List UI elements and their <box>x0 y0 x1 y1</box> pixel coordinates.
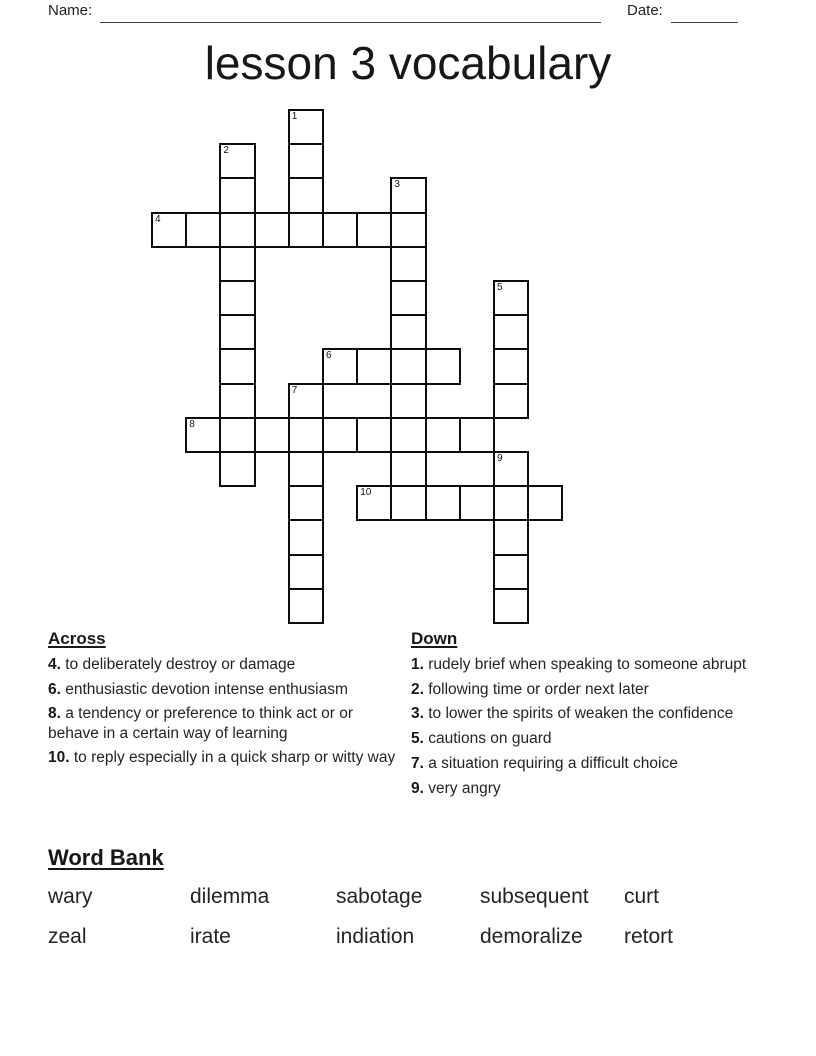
grid-cell <box>493 485 529 521</box>
grid-cell <box>219 246 255 282</box>
grid-cell <box>425 417 461 453</box>
word-bank-item: retort <box>624 925 674 948</box>
word-bank-row <box>48 885 788 909</box>
word-bank-item: demoralize <box>480 925 583 948</box>
clue-number: 8. <box>48 705 61 723</box>
across-heading: Across <box>48 629 106 648</box>
grid-cell <box>390 348 426 384</box>
grid-cell <box>288 554 324 590</box>
grid-cell <box>288 588 324 624</box>
word-bank-rows <box>48 885 788 949</box>
grid-cell <box>254 212 290 248</box>
clue-number: 6. <box>48 680 61 698</box>
clue-item-across-4 <box>48 655 402 674</box>
clue-text: very angry <box>423 779 501 797</box>
clue-item-down-9 <box>411 779 765 798</box>
grid-cell <box>219 314 255 350</box>
clue-text: to lower the spirits of weaken the confidence <box>423 705 734 723</box>
word-bank-item: wary <box>48 885 93 908</box>
clue-item-down-1 <box>411 655 765 674</box>
across-clues-section <box>48 629 402 773</box>
clue-text: enthusiastic devotion intense enthusiasm <box>60 680 348 698</box>
grid-cell <box>322 212 358 248</box>
grid-cell <box>390 314 426 350</box>
clue-number: 10. <box>48 749 70 767</box>
word-bank-item: curt <box>624 885 660 908</box>
date-label: Date: <box>627 2 663 19</box>
grid-cell <box>288 451 324 487</box>
clue-item-down-3 <box>411 704 765 723</box>
word-bank-item: subsequent <box>480 885 589 908</box>
grid-cell <box>493 588 529 624</box>
cell-number: 3 <box>394 179 400 191</box>
clue-text: to reply especially in a quick sharp or witty way <box>69 749 396 767</box>
grid-cell <box>185 212 221 248</box>
word-bank-item: sabotage <box>336 885 423 908</box>
grid-cell <box>288 417 324 453</box>
grid-cell <box>219 451 255 487</box>
clue-text: cautions on guard <box>423 730 552 748</box>
grid-cell <box>219 280 255 316</box>
clue-number: 9. <box>411 779 424 797</box>
grid-cell <box>322 417 358 453</box>
grid-cell <box>493 383 529 419</box>
cell-number: 7 <box>291 384 298 396</box>
cell-number: 4 <box>155 213 161 225</box>
grid-cell <box>390 451 426 487</box>
clue-item-across-10 <box>48 748 402 767</box>
grid-cell <box>493 519 529 555</box>
grid-cell <box>356 417 392 453</box>
clue-text: a situation requiring a difficult choice <box>423 754 678 772</box>
grid-cell <box>288 519 324 555</box>
clue-number: 5. <box>411 730 424 748</box>
name-label: Name: <box>48 2 93 19</box>
clue-item-down-7 <box>411 754 765 773</box>
word-bank-row <box>48 925 788 949</box>
grid-cell <box>219 348 255 384</box>
clue-number: 3. <box>411 705 424 723</box>
grid-cell <box>254 417 290 453</box>
word-bank-item: irate <box>190 925 231 948</box>
cell-number: 2 <box>223 145 229 157</box>
grid-cell <box>425 485 461 521</box>
word-bank-item: indiation <box>336 925 415 948</box>
grid-cell <box>459 485 495 521</box>
grid-cell <box>288 177 324 213</box>
cell-number: 6 <box>326 350 332 362</box>
grid-cell <box>527 485 563 521</box>
page-title: lesson 3 vocabulary <box>204 37 612 89</box>
grid-cell <box>219 417 255 453</box>
cell-number: 8 <box>189 418 195 430</box>
clue-number: 2. <box>411 680 424 698</box>
grid-cell <box>493 348 529 384</box>
grid-cell <box>390 417 426 453</box>
grid-cell <box>288 143 324 179</box>
cell-number: 10 <box>360 487 372 499</box>
clue-text: following time or order next later <box>423 680 649 698</box>
clue-text: to deliberately destroy or damage <box>60 656 296 673</box>
cell-number: 9 <box>497 453 503 464</box>
word-bank-item: dilemma <box>190 885 270 908</box>
grid-cell <box>493 314 529 350</box>
word-bank-section <box>48 845 788 965</box>
down-clues-section <box>411 629 765 803</box>
cell-number: 1 <box>291 111 298 122</box>
grid-cell <box>219 177 255 213</box>
grid-cell <box>459 417 495 453</box>
grid-cell <box>390 383 426 419</box>
grid-cell <box>356 212 392 248</box>
clue-number: 4. <box>48 656 61 673</box>
down-clue-list <box>411 655 765 798</box>
clue-number: 1. <box>411 656 424 673</box>
word-bank-item: zeal <box>48 925 87 948</box>
clue-item-down-2 <box>411 680 765 699</box>
down-heading: Down <box>411 629 458 648</box>
grid-cell <box>219 383 255 419</box>
cell-number: 5 <box>497 282 503 293</box>
grid-cell <box>356 348 392 384</box>
grid-cell <box>219 212 255 248</box>
clue-text: rudely brief when speaking to someone abrupt <box>423 656 747 673</box>
grid-cell <box>425 348 461 384</box>
grid-cell <box>288 212 324 248</box>
across-clue-list <box>48 655 402 768</box>
grid-cell <box>390 212 426 248</box>
clue-item-down-5 <box>411 729 765 748</box>
clue-item-across-8 <box>48 704 402 742</box>
clue-item-across-6 <box>48 680 402 699</box>
grid-cell <box>390 485 426 521</box>
grid-cell <box>493 554 529 590</box>
grid-cell <box>390 246 426 282</box>
clue-number: 7. <box>411 754 424 772</box>
clue-text: a tendency or preference to think act or or behave in a certain way of learning <box>48 705 354 742</box>
grid-cell <box>288 485 324 521</box>
word-bank-heading: Word Bank <box>48 845 164 870</box>
grid-cell <box>390 280 426 316</box>
